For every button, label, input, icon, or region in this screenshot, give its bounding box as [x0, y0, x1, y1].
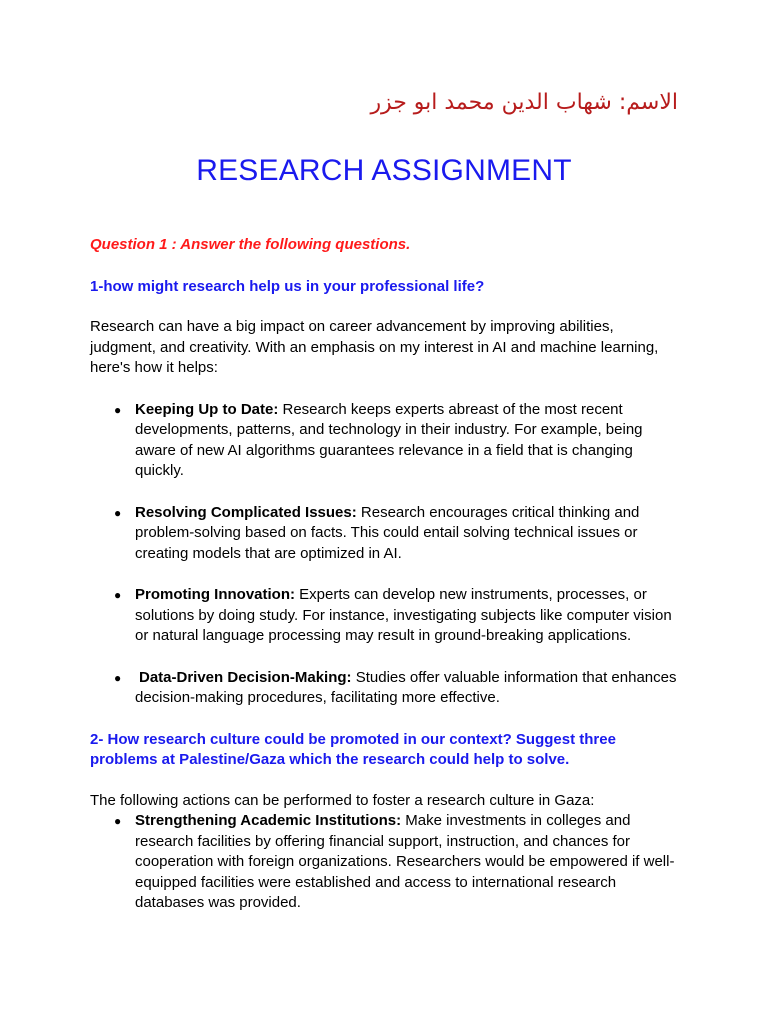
document-body: [90, 235, 680, 914]
sub-question-2-intro: The following actions can be performed to foster a research culture in Gaza:: [90, 791, 595, 809]
list-item-text: Experts can develop new instruments, processes, or solutions by doing study. For instance, investigating subjects like computer vision or natural language processing may result in ground-breaking applications.: [135, 586, 672, 644]
list-item-text: Research encourages critical thinking and problem-solving based on facts. This could entail solving technical issues or creating models that are optimized in AI.: [135, 503, 640, 562]
sub-question-1-intro: Research can have a big impact on career advancement by improving abilities, judgment, and creativity. With an emphasis on my interest in AI and machine learning, here's how it helps:: [90, 318, 659, 376]
sub-question-1: 1-how might research help us in your professional life?: [90, 277, 485, 295]
list-item: [90, 668, 680, 709]
document-title: RESEARCH ASSIGNMENT: [196, 154, 572, 187]
list-item-label: Promoting Innovation:: [135, 586, 295, 603]
list-item: [90, 811, 680, 914]
question-1-heading: Question 1 : Answer the following questions.: [90, 236, 411, 253]
list-item-label: Resolving Complicated Issues:: [135, 503, 357, 521]
bullet-icon: ●: [114, 670, 122, 685]
bullet-icon: ●: [114, 505, 122, 520]
list-item-text: Make investments in colleges and research facilities by offering financial support, instruction, and chances for cooperation with foreign organizations. Researchers would be empowered if well-equipped facilities were established and access to international research databases was provided.: [135, 812, 675, 911]
list-item: [90, 400, 680, 482]
list-item: [90, 585, 680, 647]
bullet-icon: ●: [114, 588, 122, 602]
list-item-text: Research keeps experts abreast of the most recent developments, patterns, and technology in their industry. For example, being aware of new AI algorithms guarantees relevance in a field that is changing quickly.: [135, 400, 643, 479]
list-item-label: Keeping Up to Date:: [135, 400, 279, 418]
list-item-label: Data-Driven Decision-Making:: [139, 668, 352, 686]
bullet-icon: ●: [114, 402, 122, 417]
sub-question-2-list: [90, 811, 680, 914]
bullet-icon: ●: [114, 814, 122, 828]
list-item: [90, 503, 680, 565]
student-name-arabic: الاسم: شهاب الدين محمد ابو جزر: [370, 90, 678, 115]
list-item-label: Strengthening Academic Institutions:: [135, 812, 402, 829]
sub-question-2: 2- How research culture could be promoted in our context? Suggest three problems at Palestine/Gaza which the research could help to solve.: [90, 730, 616, 768]
list-item-text: Studies offer valuable information that enhances decision-making procedures, facilitating more effective.: [135, 668, 677, 706]
sub-question-1-list: [90, 400, 680, 709]
